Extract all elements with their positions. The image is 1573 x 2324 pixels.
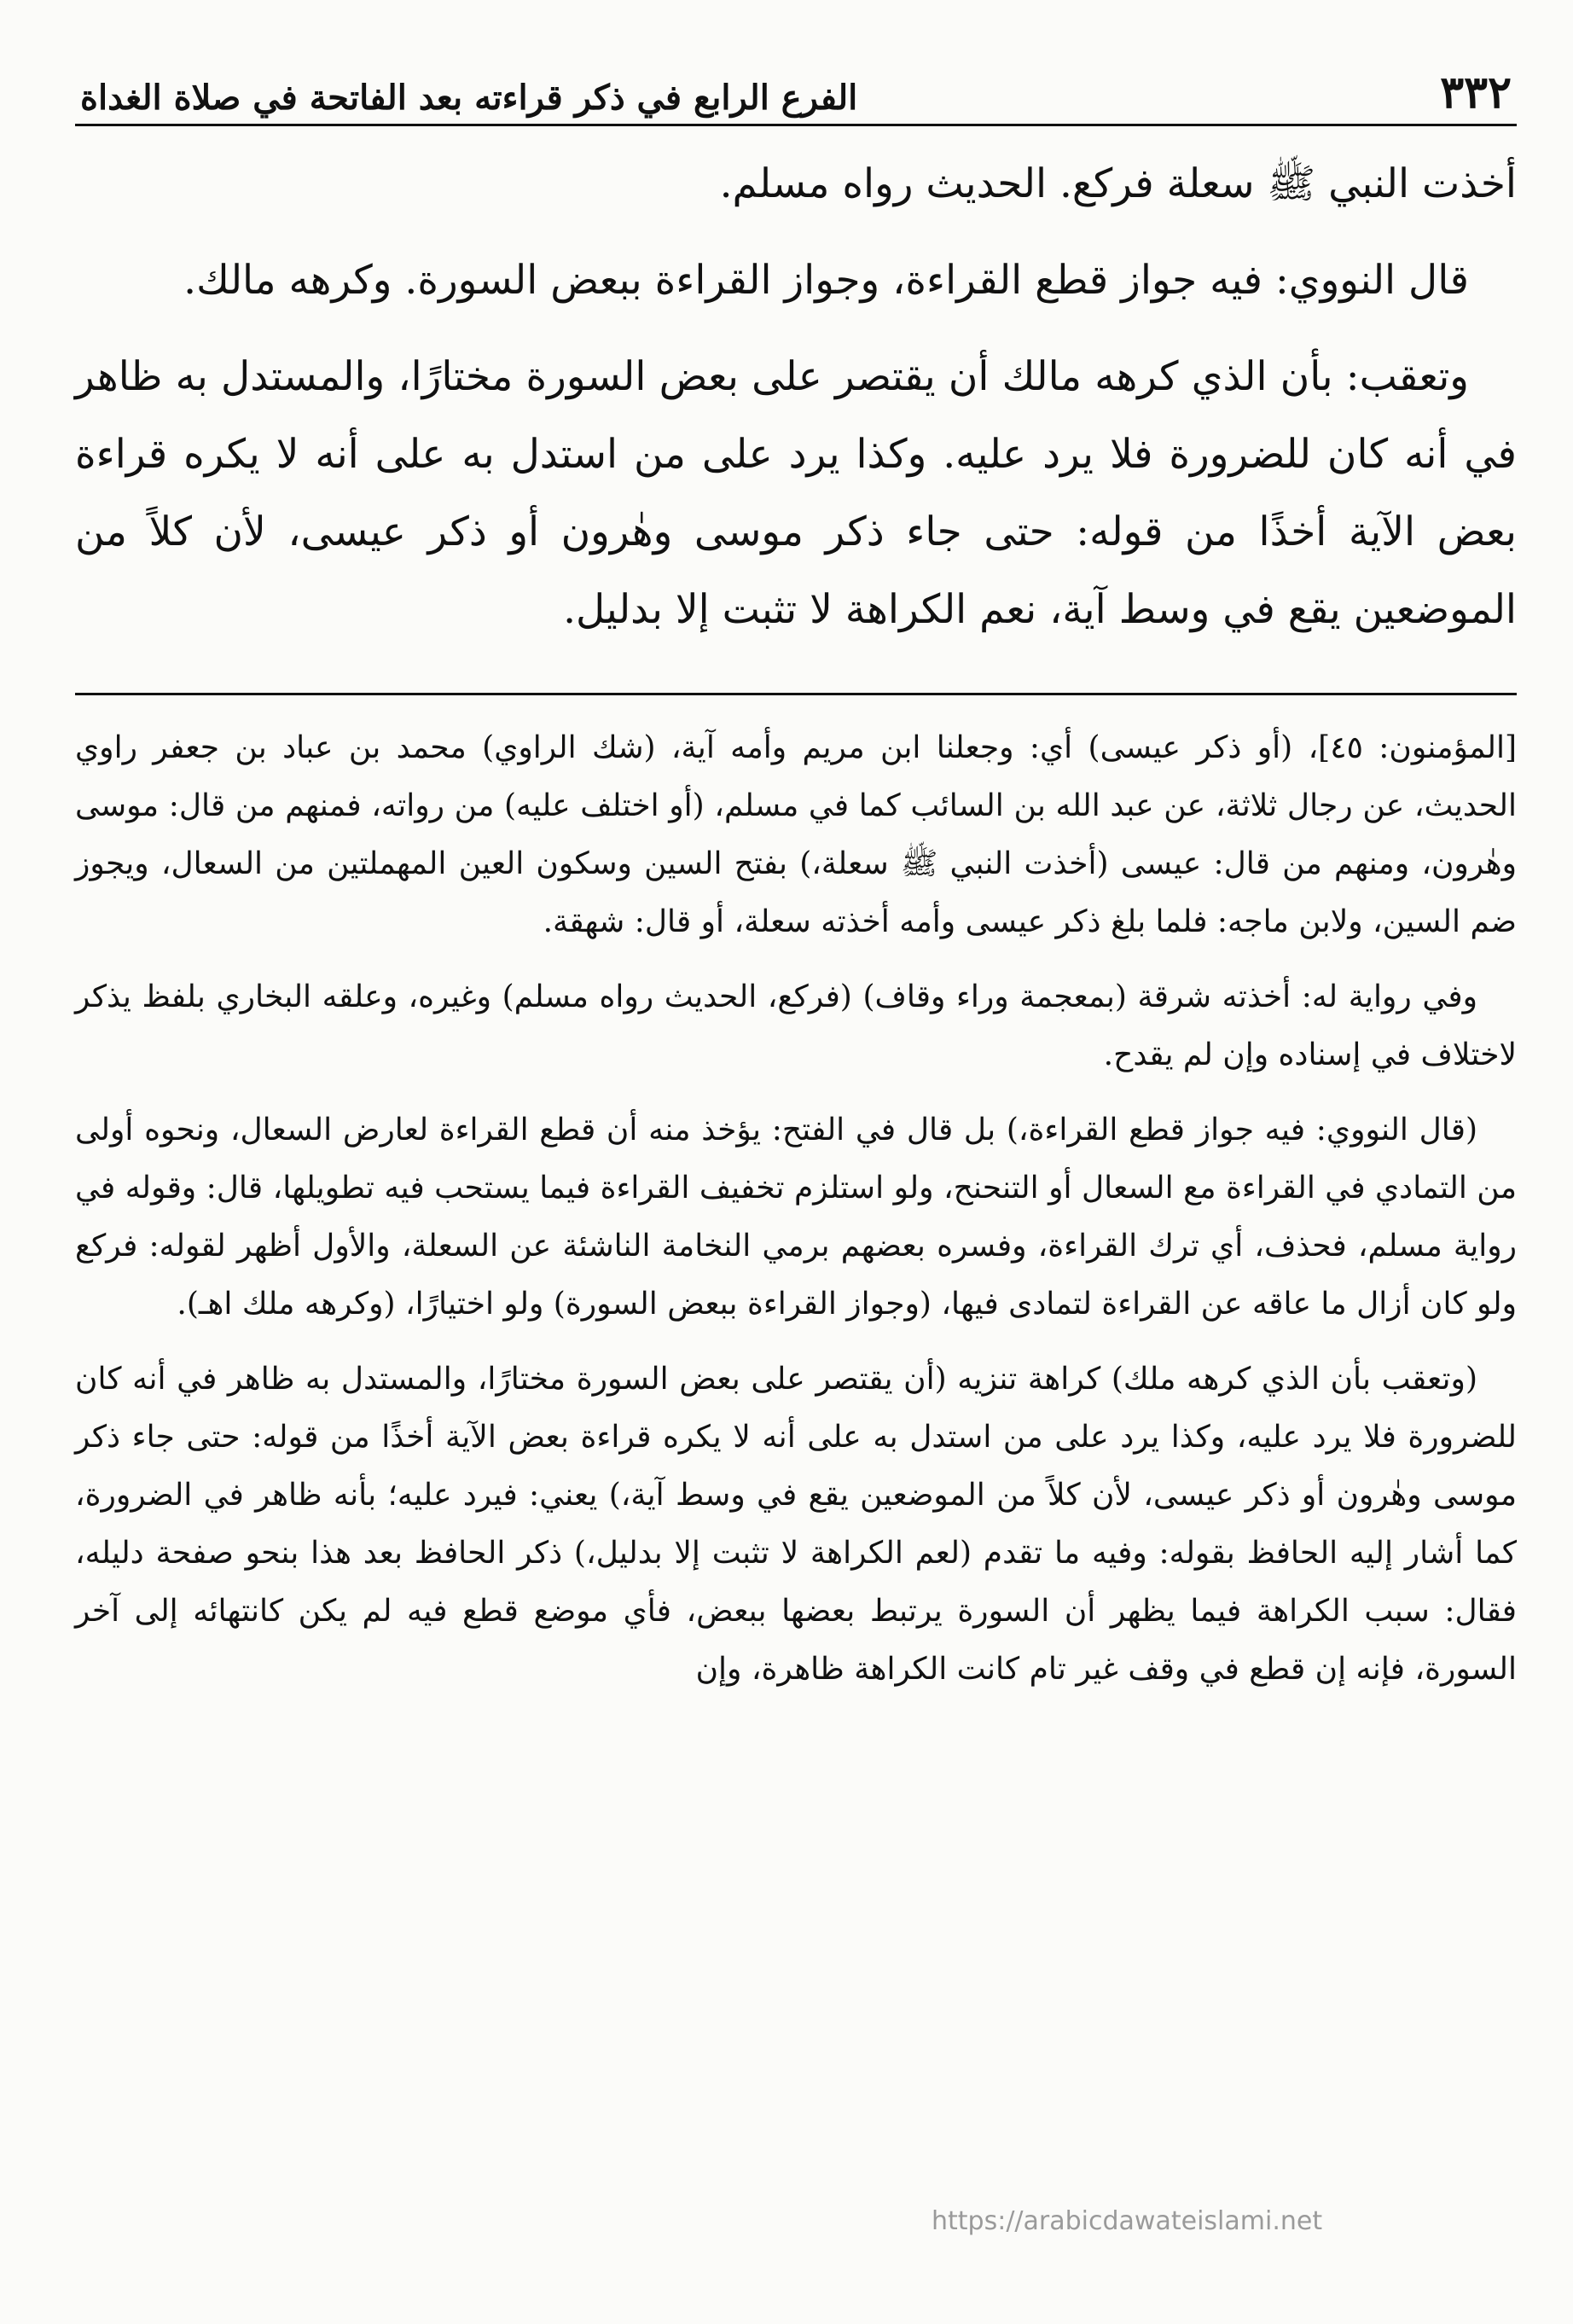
commentary-paragraph: وفي رواية له: أخذته شرقة (بمعجمة وراء وقاف) (فركع، الحديث رواه مسلم) وغيره، وعلقه البخاري بلفظ يذكر لاختلاف في إسناده وإن لم يقدح.: [75, 979, 1517, 1072]
watermark-url: https://arabicdawateislami.net: [932, 2206, 1323, 2236]
running-title: الفرع الرابع في ذكر قراءته بعد الفاتحة في صلاة الغداة: [80, 78, 858, 118]
commentary-paragraph: [المؤمنون: ٤٥]، (أو ذكر عيسى) أي: وجعلنا ابن مريم وأمه آية، (شك الراوي) محمد بن عباد بن جعفر راوي الحديث، عن رجال ثلاثة، عن عبد الله بن السائب كما في مسلم، (أو اختلف عليه) من رواته، فمنهم من قال: موسى وهٰرون، ومنهم من قال: عيسى (أخذت النبي ﷺ سعلة،) بفتح السين وسكون العين المهملتين من السعال، ويجوز ضم السين، ولابن ماجه: فلما بلغ ذكر عيسى وأمه أخذته سعلة، أو قال: شهقة.: [75, 730, 1517, 939]
book-page: [75, 60, 1517, 2278]
commentary-paragraph: (وتعقب بأن الذي كرهه ملك) كراهة تنزيه (أن يقتصر على بعض السورة مختارًا، والمستدل به ظاهر في أنه كان للضرورة فلا يرد عليه، وكذا يرد على من استدل به على أنه لا يكره قراءة بعض الآية أخذًا من قوله: حتى جاء ذكر موسى وهٰرون أو ذكر عيسى، لأن كلاً من الموضعين يقع في وسط آية،) يعني: فيرد عليه؛ بأنه ظاهر في الضرورة، كما أشار إليه الحافظ بقوله: وفيه ما تقدم (لعم الكراهة لا تثبت إلا بدليل،) ذكر الحافظ بعد هذا بنحو صفحة دليله، فقال: سبب الكراهة فيما يظهر أن السورة يرتبط بعضها ببعض، فأي موضع قطع فيه لم يكن كانتهائه إلى آخر السورة، فإنه إن قطع في وقف غير تام كانت الكراهة ظاهرة، وإن: [75, 1362, 1518, 1687]
main-text: [75, 145, 1517, 648]
commentary-paragraph: (قال النووي: فيه جواز قطع القراءة،) بل قال في الفتح: يؤخذ منه أن قطع القراءة لعارض السعال، ونحوه أولى من التمادي في القراءة مع السعال أو التنحنح، ولو استلزم تخفيف القراءة فيما يستحب فيه تطويلها، قال: وقوله في رواية مسلم، فحذف، أي ترك القراءة، وفسره بعضهم برمي النخامة الناشئة عن السعلة، والأول أظهر لقوله: فركع ولو كان أزال ما عاقه عن القراءة لتمادى فيها، (وجواز القراءة ببعض السورة) ولو اختيارًا، (وكرهه ملك اهـ).: [75, 1113, 1517, 1322]
footnote-divider: [75, 693, 1517, 695]
main-paragraph: قال النووي: فيه جواز قطع القراءة، وجواز القراءة ببعض السورة. وكرهه مالك.: [183, 257, 1469, 304]
commentary: [75, 719, 1517, 1699]
page-number: ٣٣٢: [1440, 67, 1512, 119]
page-header: [75, 60, 1517, 126]
main-paragraph: وتعقب: بأن الذي كرهه مالك أن يقتصر على بعض السورة مختارًا، والمستدل به ظاهر في أنه كان للضرورة فلا يرد عليه. وكذا يرد على من استدل به على أنه لا يكره قراءة بعض الآية أخذًا من قوله: حتى جاء ذكر موسى وهٰرون أو ذكر عيسى، لأن كلاً من الموضعين يقع في وسط آية، نعم الكراهة لا تثبت إلا بدليل.: [75, 353, 1517, 633]
main-paragraph: أخذت النبي ﷺ سعلة فركع. الحديث رواه مسلم.: [719, 160, 1517, 207]
